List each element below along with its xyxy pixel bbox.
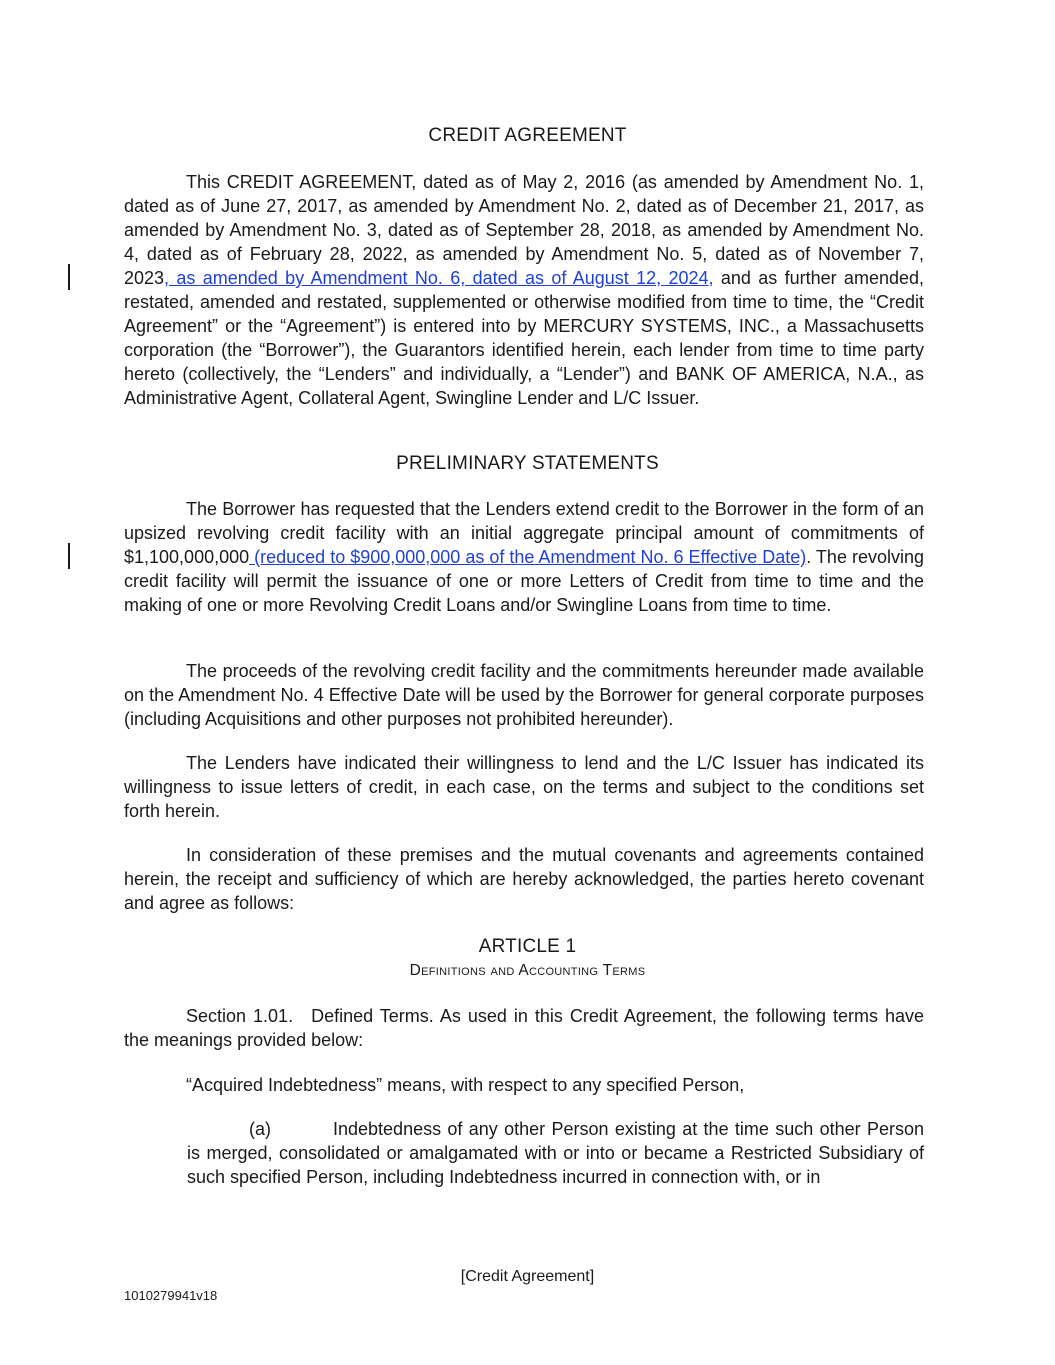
inserted-amendment-text: , as amended by Amendment No. 6, dated as of August 12, 2024, xyxy=(164,268,714,288)
preliminary-statements-heading: PRELIMINARY STATEMENTS xyxy=(396,453,659,474)
article-title: Definitions and Accounting Terms xyxy=(409,962,646,979)
section-1-01-paragraph xyxy=(124,1004,924,1052)
change-bar xyxy=(68,264,70,290)
section-number: Section 1.01. xyxy=(186,1006,294,1026)
prelim2-text: The proceeds of the revolving credit facility and the commitments hereunder made available on the Amendment No. 4 Effective Date will be used by the Borrower for general corporate purposes (including Acquisitions and other purposes not prohibited hereunder). xyxy=(124,661,924,729)
section-title: Defined Terms. xyxy=(311,1006,434,1026)
prelim4-text: In consideration of these premises and the mutual covenants and agreements contained herein, the receipt and sufficiency of which are hereby acknowledged, the parties hereto covenant and agree as follows: xyxy=(124,845,924,913)
document-title: CREDIT AGREEMENT xyxy=(428,125,627,146)
prelim3-text: The Lenders have indicated their willingness to lend and the L/C Issuer has indicated its willingness to issue letters of credit, in each case, on the terms and subject to the conditions set forth herein. xyxy=(124,753,924,821)
prelim1-text-1: The Borrower has requested that the Lenders extend credit to the Borrower in the form of an upsized revolving credit facility with an initial aggregate principal amount of commitments of $1,100,000,000 xyxy=(124,499,924,567)
prelim-paragraph-3 xyxy=(124,751,924,823)
definition-text: “Acquired Indebtedness” means, with respect to any specified Person, xyxy=(186,1075,745,1095)
prelim-paragraph-4 xyxy=(124,843,924,915)
prelim-paragraph-2 xyxy=(124,659,924,731)
footer-doc-id: 1010279941v18 xyxy=(124,1288,218,1303)
section-text: As used in this Credit Agreement, the following terms have the meanings provided below: xyxy=(124,1006,925,1050)
clause-a-text: Indebtedness of any other Person existing at the time such other Person is merged, consolidated or amalgamated with or into or became a Restricted Subsidiary of such specified Person, including Indebtedness incurred in connection with, or in xyxy=(187,1119,924,1187)
intro-text-2: and as further amended, restated, amended and restated, supplemented or otherwise modified from time to time, the “Credit Agreement” or the “Agreement”) is entered into by MERCURY SYSTEMS, INC., a Massachusetts corporation (the “Borrower”), the Guarantors identified herein, each lender from time to time party hereto (collectively, the “Lenders” and individually, a “Lender”) and BANK OF AMERICA, N.A., as Administrative Agent, Collateral Agent, Swingline Lender and L/C Issuer. xyxy=(124,268,924,408)
intro-text-1: This CREDIT AGREEMENT, dated as of May 2, 2016 (as amended by Amendment No. 1, dated as of June 27, 2017, as amended by Amendment No. 2, dated as of December 21, 2017, as amended by Amendment No. 3, dated as of September 28, 2018, as amended by Amendment No. 4, dated as of February 28, 2022, as amended by Amendment No. 5, dated as of November 7, 2023 xyxy=(124,172,924,288)
change-bar xyxy=(68,543,70,569)
clause-a-label: (a) xyxy=(249,1119,271,1139)
prelim-paragraph-1 xyxy=(124,497,924,617)
clause-a-paragraph xyxy=(187,1117,924,1189)
definition-acquired-indebtedness xyxy=(124,1073,924,1097)
article-number: ARTICLE 1 xyxy=(478,936,577,957)
inserted-reduction-text: (reduced to $900,000,000 as of the Amendment No. 6 Effective Date) xyxy=(249,547,807,567)
intro-paragraph xyxy=(124,170,924,410)
prelim1-text-2: . The revolving credit facility will permit the issuance of one or more Letters of Credit from time to time and the making of one or more Revolving Credit Loans and/or Swingline Loans from time to time. xyxy=(124,547,924,615)
footer-label: [Credit Agreement] xyxy=(460,1268,595,1285)
